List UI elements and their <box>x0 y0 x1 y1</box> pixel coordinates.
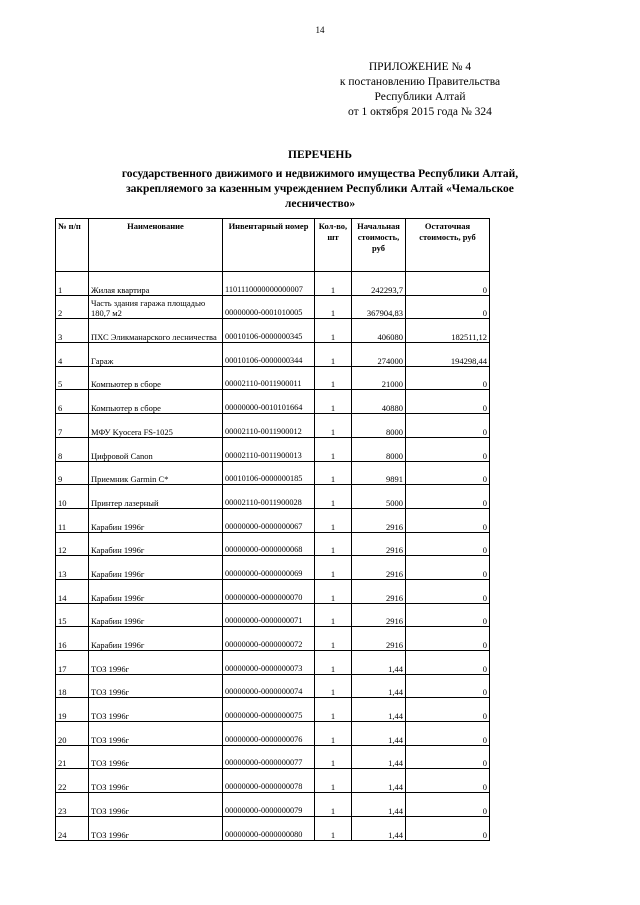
inventory-number: 00002110-0011900013 <box>223 437 315 461</box>
title-heading: ПЕРЕЧЕНЬ <box>288 149 352 161</box>
table-row <box>56 437 490 461</box>
quantity: 1 <box>315 816 352 840</box>
inventory-number: 00000000-0000000075 <box>223 698 315 722</box>
row-number: 8 <box>56 437 89 461</box>
row-number: 10 <box>56 485 89 509</box>
residual-cost: 0 <box>406 485 490 509</box>
residual-cost: 0 <box>406 698 490 722</box>
row-number: 20 <box>56 722 89 746</box>
row-number: 17 <box>56 651 89 675</box>
item-name: ПХС Эликманарского лесничества <box>89 319 223 343</box>
residual-cost: 0 <box>406 556 490 580</box>
item-name: Принтер лазерный <box>89 485 223 509</box>
initial-cost: 21000 <box>352 366 406 390</box>
inventory-number: 00000000-0000000077 <box>223 745 315 769</box>
appendix-resolution: к постановлению Правительства <box>339 76 501 88</box>
table-row <box>56 556 490 580</box>
item-name: Карабин 1996г <box>89 532 223 556</box>
initial-cost: 9891 <box>352 461 406 485</box>
residual-cost: 0 <box>406 390 490 414</box>
quantity: 1 <box>315 272 352 296</box>
inventory-number: 00000000-0000000076 <box>223 722 315 746</box>
item-name: ТОЗ 1996г <box>89 698 223 722</box>
residual-cost: 0 <box>406 508 490 532</box>
document-title <box>40 148 600 212</box>
residual-cost: 0 <box>406 461 490 485</box>
item-name: Карабин 1996г <box>89 627 223 651</box>
item-name: Карабин 1996г <box>89 603 223 627</box>
quantity: 1 <box>315 508 352 532</box>
row-number: 9 <box>56 461 89 485</box>
table-row <box>56 319 490 343</box>
initial-cost: 406080 <box>352 319 406 343</box>
inventory-number: 00000000-0000000068 <box>223 532 315 556</box>
row-number: 15 <box>56 603 89 627</box>
initial-cost: 2916 <box>352 627 406 651</box>
residual-cost: 0 <box>406 579 490 603</box>
quantity: 1 <box>315 698 352 722</box>
row-number: 1 <box>56 272 89 296</box>
initial-cost: 5000 <box>352 485 406 509</box>
inventory-number: 00000000-0000000074 <box>223 674 315 698</box>
page-number: 14 <box>315 25 325 35</box>
row-number: 6 <box>56 390 89 414</box>
table-row <box>56 603 490 627</box>
inventory-number: 00000000-0000000073 <box>223 651 315 675</box>
initial-cost: 1,44 <box>352 769 406 793</box>
header-name: Наименование <box>89 219 223 272</box>
initial-cost: 40880 <box>352 390 406 414</box>
quantity: 1 <box>315 627 352 651</box>
initial-cost: 1,44 <box>352 816 406 840</box>
quantity: 1 <box>315 366 352 390</box>
residual-cost: 0 <box>406 651 490 675</box>
table-header-row <box>56 219 490 272</box>
quantity: 1 <box>315 485 352 509</box>
table-row <box>56 698 490 722</box>
table-row <box>56 272 490 296</box>
residual-cost: 0 <box>406 722 490 746</box>
initial-cost: 2916 <box>352 579 406 603</box>
quantity: 1 <box>315 674 352 698</box>
initial-cost: 1,44 <box>352 745 406 769</box>
appendix-region: Республики Алтай <box>374 91 466 103</box>
quantity: 1 <box>315 319 352 343</box>
initial-cost: 1,44 <box>352 674 406 698</box>
row-number: 21 <box>56 745 89 769</box>
item-name: Карабин 1996г <box>89 508 223 532</box>
residual-cost: 0 <box>406 674 490 698</box>
quantity: 1 <box>315 745 352 769</box>
residual-cost: 0 <box>406 295 490 319</box>
row-number: 22 <box>56 769 89 793</box>
residual-cost: 194298,44 <box>406 343 490 367</box>
residual-cost: 0 <box>406 437 490 461</box>
row-number: 5 <box>56 366 89 390</box>
quantity: 1 <box>315 437 352 461</box>
inventory-number: 00000000-0000000067 <box>223 508 315 532</box>
initial-cost: 274000 <box>352 343 406 367</box>
residual-cost: 182511,12 <box>406 319 490 343</box>
header-num: № п/п <box>56 219 89 272</box>
item-name: Карабин 1996г <box>89 556 223 580</box>
quantity: 1 <box>315 603 352 627</box>
residual-cost: 0 <box>406 532 490 556</box>
inventory-number: 00000000-0000000078 <box>223 769 315 793</box>
title-line-2: закрепляемого за казенным учреждением Республики Алтай «Чемальское <box>126 183 514 195</box>
table-row <box>56 532 490 556</box>
quantity: 1 <box>315 390 352 414</box>
item-name: ТОЗ 1996г <box>89 674 223 698</box>
quantity: 1 <box>315 414 352 438</box>
row-number: 3 <box>56 319 89 343</box>
item-name: Жилая квартира <box>89 272 223 296</box>
table-row <box>56 485 490 509</box>
item-name: ТОЗ 1996г <box>89 745 223 769</box>
initial-cost: 2916 <box>352 556 406 580</box>
header-qty: Кол-во, шт <box>315 219 352 272</box>
residual-cost: 0 <box>406 366 490 390</box>
item-name: ТОЗ 1996г <box>89 722 223 746</box>
initial-cost: 1,44 <box>352 651 406 675</box>
residual-cost: 0 <box>406 816 490 840</box>
initial-cost: 8000 <box>352 414 406 438</box>
inventory-number: 00000000-0000000079 <box>223 793 315 817</box>
inventory-number: 00000000-0010101664 <box>223 390 315 414</box>
residual-cost: 0 <box>406 745 490 769</box>
table-row <box>56 745 490 769</box>
inventory-number: 00002110-0011900012 <box>223 414 315 438</box>
residual-cost: 0 <box>406 769 490 793</box>
row-number: 19 <box>56 698 89 722</box>
quantity: 1 <box>315 722 352 746</box>
initial-cost: 2916 <box>352 603 406 627</box>
inventory-number: 00000000-0000000071 <box>223 603 315 627</box>
table-row <box>56 816 490 840</box>
quantity: 1 <box>315 461 352 485</box>
inventory-number: 00010106-0000000345 <box>223 319 315 343</box>
row-number: 23 <box>56 793 89 817</box>
table-row <box>56 295 490 319</box>
inventory-number: 00000000-0000000069 <box>223 556 315 580</box>
item-name: ТОЗ 1996г <box>89 793 223 817</box>
inventory-number: 00000000-0000000080 <box>223 816 315 840</box>
item-name: Карабин 1996г <box>89 579 223 603</box>
table-row <box>56 769 490 793</box>
quantity: 1 <box>315 793 352 817</box>
table-row <box>56 674 490 698</box>
inventory-number: 00010106-0000000344 <box>223 343 315 367</box>
residual-cost: 0 <box>406 272 490 296</box>
inventory-number: 1101110000000000007 <box>223 272 315 296</box>
item-name: ТОЗ 1996г <box>89 651 223 675</box>
row-number: 2 <box>56 295 89 319</box>
header-initial-cost: Начальная стоимость, руб <box>352 219 406 272</box>
initial-cost: 1,44 <box>352 793 406 817</box>
inventory-number: 00002110-0011900028 <box>223 485 315 509</box>
inventory-number: 00000000-0001010005 <box>223 295 315 319</box>
inventory-number: 00010106-0000000185 <box>223 461 315 485</box>
residual-cost: 0 <box>406 414 490 438</box>
table-row <box>56 390 490 414</box>
quantity: 1 <box>315 769 352 793</box>
quantity: 1 <box>315 532 352 556</box>
initial-cost: 2916 <box>352 508 406 532</box>
row-number: 7 <box>56 414 89 438</box>
quantity: 1 <box>315 556 352 580</box>
table-row <box>56 579 490 603</box>
residual-cost: 0 <box>406 793 490 817</box>
item-name: Часть здания гаража площадью 180,7 м2 <box>89 295 223 319</box>
initial-cost: 1,44 <box>352 698 406 722</box>
initial-cost: 2916 <box>352 532 406 556</box>
table-row <box>56 627 490 651</box>
table-row <box>56 651 490 675</box>
initial-cost: 1,44 <box>352 722 406 746</box>
table-row <box>56 722 490 746</box>
item-name: МФУ Kyocera FS-1025 <box>89 414 223 438</box>
quantity: 1 <box>315 343 352 367</box>
quantity: 1 <box>315 295 352 319</box>
row-number: 11 <box>56 508 89 532</box>
quantity: 1 <box>315 651 352 675</box>
header-residual-cost: Остаточная стоимость, руб <box>406 219 490 272</box>
appendix-block <box>300 60 540 120</box>
inventory-number: 00000000-0000000070 <box>223 579 315 603</box>
title-line-3: лесничество» <box>284 198 356 210</box>
appendix-title: ПРИЛОЖЕНИЕ № 4 <box>368 61 472 73</box>
table-row <box>56 366 490 390</box>
item-name: ТОЗ 1996г <box>89 769 223 793</box>
table-row <box>56 343 490 367</box>
item-name: Компьютер в сборе <box>89 390 223 414</box>
row-number: 12 <box>56 532 89 556</box>
row-number: 18 <box>56 674 89 698</box>
title-line-1: государственного движимого и недвижимого имущества Республики Алтай, <box>121 168 519 180</box>
table-row <box>56 414 490 438</box>
initial-cost: 367904,83 <box>352 295 406 319</box>
appendix-date: от 1 октября 2015 года № 324 <box>348 106 492 118</box>
property-table <box>55 218 490 841</box>
table-row <box>56 793 490 817</box>
table-row <box>56 461 490 485</box>
table-row <box>56 508 490 532</box>
inventory-number: 00000000-0000000072 <box>223 627 315 651</box>
item-name: Компьютер в сборе <box>89 366 223 390</box>
row-number: 16 <box>56 627 89 651</box>
initial-cost: 8000 <box>352 437 406 461</box>
row-number: 13 <box>56 556 89 580</box>
header-inventory: Инвентарный номер <box>223 219 315 272</box>
item-name: ТОЗ 1996г <box>89 816 223 840</box>
row-number: 4 <box>56 343 89 367</box>
item-name: Приемник Garmin C* <box>89 461 223 485</box>
row-number: 24 <box>56 816 89 840</box>
residual-cost: 0 <box>406 603 490 627</box>
row-number: 14 <box>56 579 89 603</box>
item-name: Цифровой Canon <box>89 437 223 461</box>
residual-cost: 0 <box>406 627 490 651</box>
quantity: 1 <box>315 579 352 603</box>
item-name: Гараж <box>89 343 223 367</box>
inventory-number: 00002110-0011900011 <box>223 366 315 390</box>
initial-cost: 242293,7 <box>352 272 406 296</box>
